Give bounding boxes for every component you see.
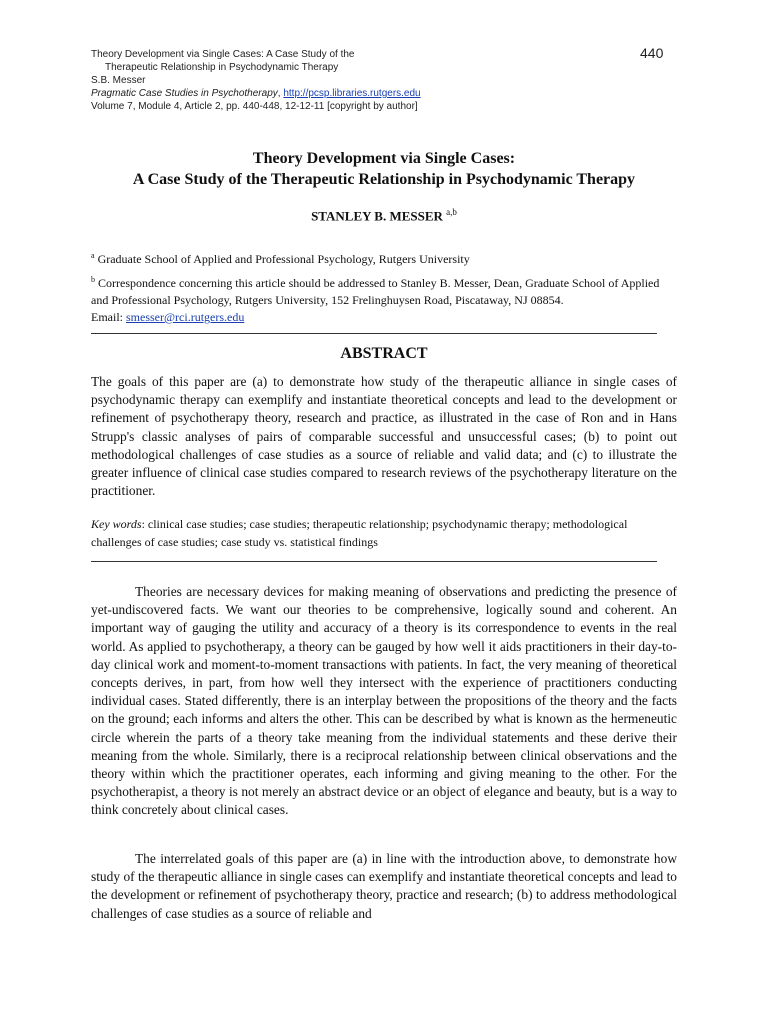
email-link[interactable]: smesser@rci.rutgers.edu [126,310,245,324]
header-journal-link[interactable]: http://pcsp.libraries.rutgers.edu [283,88,421,99]
author-superscript: a,b [446,207,457,217]
affiliation-a-text: Graduate School of Applied and Professional Psychology, Rutgers University [94,252,470,266]
body-paragraph-1: Theories are necessary devices for making meaning of observations and predicting the presence of yet-undiscovered facts. We want our theories to be comprehensive, logically sound and coherent. An important way of gauging the utility and accuracy of a theory is its correspondence to events in the real world. As applied to psychotherapy, a theory can be gauged by how well it aids practitioners in their day-to-day clinical work and moment-to-moment transactions with patients. In fact, the very meaning of theoretical concepts derives, in part, from how well they intersect with the experience of practitioners conducting individual cases. Stated differently, there is an interplay between the propositions of the theory and the facts on the ground; each informs and alters the other. This can be described by what is known as the hermeneutic circle wherein the parts of a theory take meaning from the individual statements and these derive their meaning from the whole. Similarly, there is a reciprocal relationship between clinical observations and the theory within which the practitioner operates, each informing and giving meaning to the other. For the psychotherapist, a theory is not merely an abstract device or an object of elegance and beauty, but is a way to think concretely about clinical cases. [91,584,677,818]
affiliations [91,247,671,326]
author-line [60,207,708,224]
body-paragraph-2: The interrelated goals of this paper are (a) in line with the introduction above, to demonstrate how study of the therapeutic alliance in single cases can exemplify and instantiate theoretical concepts and lead to the development or refinement of psychotherapy theory, practice and research; (b) to address methodological challenges of case studies as a source of reliable and [91,851,677,921]
email-label: Email: [91,310,126,324]
article-title [60,148,708,190]
divider-bottom [91,561,657,562]
divider-top [91,333,657,334]
abstract-heading: ABSTRACT [340,345,428,362]
running-header [91,48,611,113]
author-name: STANLEY B. MESSER [311,208,443,224]
affiliation-b-mark: b [91,275,95,284]
affiliation-a [91,247,671,268]
header-journal: Pragmatic Case Studies in Psychotherapy [91,88,278,99]
header-title-line1: Theory Development via Single Cases: A Case Study of the [91,49,355,60]
keywords-label: Key words [91,517,142,531]
affiliation-b-text: Correspondence concerning this article should be addressed to Stanley B. Messer, Dean, Graduate School of Applied and Professional Psychology, Rutgers University, 152 Frelinghuysen Road, Piscataway, NJ 08854. [91,276,660,307]
page-number: 440 [640,45,664,61]
email-line [91,309,671,326]
header-volume: Volume 7, Module 4, Article 2, pp. 440-448, 12-12-11 [copyright by author] [91,101,418,112]
header-title-line2: Therapeutic Relationship in Psychodynamic Therapy [105,62,339,73]
header-author: S.B. Messer [91,75,146,86]
article-title-line1: Theory Development via Single Cases: [252,150,516,167]
affiliation-a-mark: a [91,251,95,260]
header-journal-sep: , [277,88,284,99]
keywords-text: : clinical case studies; case studies; therapeutic relationship; psychodynamic therapy; methodological challenges of case studies; case study vs. statistical findings [91,517,628,549]
keywords [91,515,671,551]
abstract-text: The goals of this paper are (a) to demonstrate how study of the therapeutic alliance in single cases of psychodynamic therapy can exemplify and instantiate theoretical concepts and lead to the development or refinement of psychotherapy theory, research and practice, as illustrated in the case of Ron and in Hans Strupp's classic analyses of pairs of comparable successful and unsuccessful cases; (b) to point out methodological challenges of case studies as a source of reliable and valid data; and (c) to illustrate the greater influence of clinical case studies compared to research reviews of the psychotherapy literature on the practitioner. [91,374,677,499]
article-title-line2: A Case Study of the Therapeutic Relationship in Psychodynamic Therapy [132,171,636,188]
affiliation-b [91,271,671,309]
